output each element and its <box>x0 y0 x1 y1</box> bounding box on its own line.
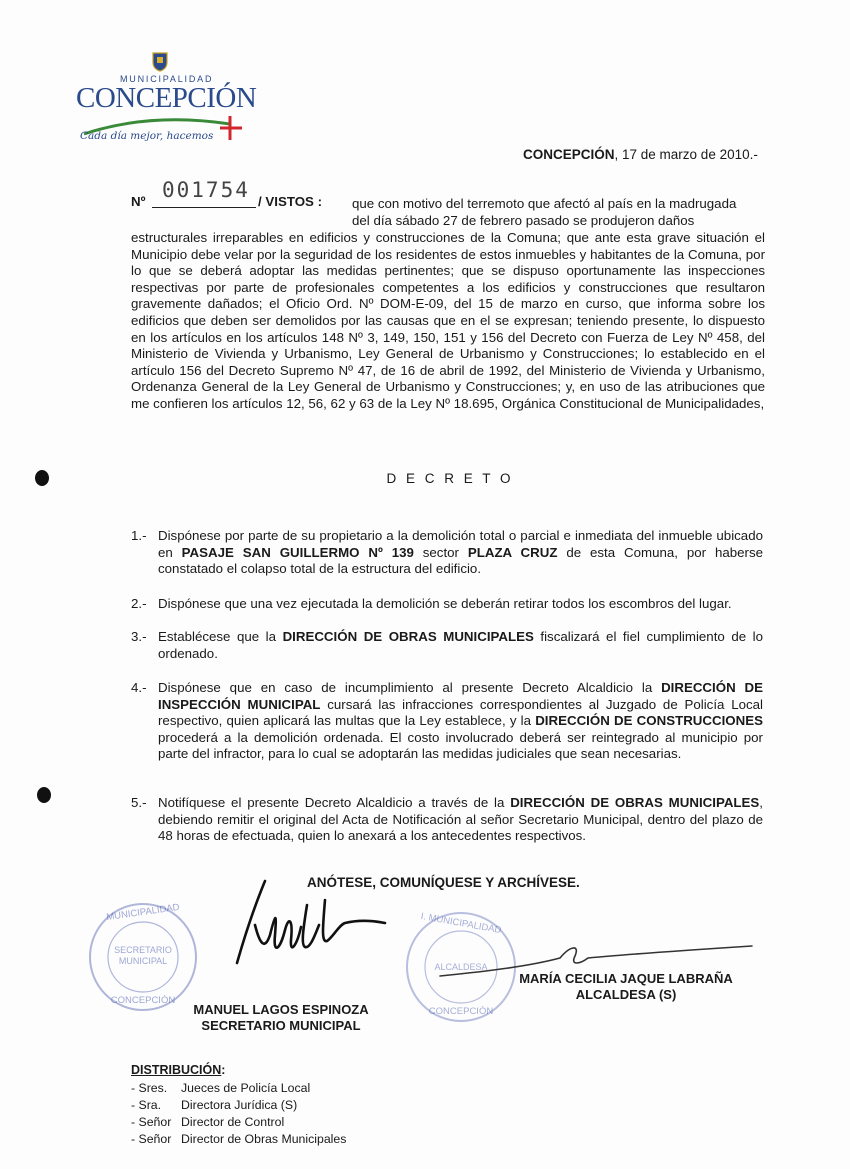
distribution-row: - Señor Director de Obras Municipales <box>131 1132 347 1146</box>
punch-hole-bottom <box>37 787 51 803</box>
item-text: Dispónese por parte de su propietario a la demolición total o parcial e inmediata del inmueble ubicado en PASAJE SAN GUILLERMO Nº 139 sector PLAZA CRUZ de esta Comuna, por haberse constatado el colapso total de la estructura del edificio. <box>158 528 763 577</box>
date-line <box>523 147 758 162</box>
item-number: 4.- <box>131 680 147 695</box>
item-text: Establécese que la DIRECCIÓN DE OBRAS MUNICIPALES fiscalizará el fiel cumplimiento de lo ordenado. <box>158 629 763 661</box>
distribution-heading: DISTRIBUCIÓN: <box>131 1063 226 1077</box>
logo-name: CONCEPCIÓN <box>76 82 257 114</box>
distribution-row: - Sres. Jueces de Policía Local <box>131 1081 311 1095</box>
date-city: CONCEPCIÓN <box>523 147 615 162</box>
decree-number: 001754 <box>162 178 250 202</box>
mayor-title: ALCALDESA (S) <box>575 987 677 1002</box>
number-label: Nº <box>131 194 146 209</box>
stamp-ring-top: MUNICIPALIDAD <box>105 901 181 924</box>
mayor-name: MARÍA CECILIA JAQUE LABRAÑA <box>519 971 733 986</box>
closing-formula: ANÓTESE, COMUNÍQUESE Y ARCHÍVESE. <box>307 875 580 890</box>
item-number: 2.- <box>131 596 147 611</box>
secretary-name: MANUEL LAGOS ESPINOZA <box>193 1002 369 1017</box>
decreto-heading: D E C R E T O <box>386 471 514 486</box>
item-text: Notifíquese el presente Decreto Alcaldicio a través de la DIRECCIÓN DE OBRAS MUNICIPALES, debiendo remitir el original del Acta de Notificación al señor Secretario Municipal, dentro del plazo de 48 horas de efectuada, quien lo anexará a los antecedentes respectivos. <box>158 795 763 844</box>
stamp-ring-top: I. MUNICIPALIDAD <box>419 910 503 937</box>
vistos-line-1: que con motivo del terremoto que afectó al país en la madrugada <box>352 196 737 211</box>
distribution-row: - Sra. Directora Jurídica (S) <box>131 1098 298 1112</box>
municipality-logo <box>74 50 257 150</box>
decree-item-2 <box>131 596 763 613</box>
distribution-row: - Señor Director de Control <box>131 1115 285 1129</box>
item-text: Dispónese que una vez ejecutada la demolición se deberán retirar todos los escombros del lugar. <box>158 596 732 611</box>
stamp-ring-bottom: CONCEPCIÓN <box>110 995 176 1006</box>
item-text: Dispónese que en caso de incumplimiento al presente Decreto Alcaldicio la DIRECCIÓN DE INSPECCIÓN MUNICIPAL cursará las infracciones correspondientes al Juzgado de Policía Local respectivo, quien aplicará las multas que la Ley establece, y la DIRECCIÓN DE CONSTRUCCIONES procederá a la demolición ordenada. El costo involucrado deberá ser reintegrado al municipio por parte del infractor, para lo cual se adoptarán las medidas judiciales que sean necesarias. <box>158 680 764 762</box>
stamp-center: ALCALDESA <box>434 962 488 972</box>
logo-slogan: Cada día mejor, hacemos <box>80 130 214 142</box>
secretary-stamp <box>87 901 199 1013</box>
vistos-line-2: del día sábado 27 de febrero pasado se produjeron daños <box>352 213 695 228</box>
item-number: 1.- <box>131 528 147 543</box>
decree-item-1 <box>131 528 763 578</box>
secretary-title: SECRETARIO MUNICIPAL <box>201 1018 361 1033</box>
logo-top-text: MUNICIPALIDAD <box>120 74 214 84</box>
decree-item-5 <box>131 795 763 845</box>
secretary-signature-icon <box>215 875 395 970</box>
decree-item-3 <box>131 629 763 662</box>
coat-of-arms-icon <box>152 52 168 72</box>
vistos-body: estructurales irreparables en edificios y construcciones de la Comuna; que ante esta grave situación el Municipio debe velar por la seguridad de los residentes de estos inmuebles y habitantes de la Comuna, por lo que se deberá adoptar las medidas pertinentes; que se dispuso oportunamente las inspecciones respectivas por parte de profesionales competentes a los edificios y construcciones que resultaron gravemente dañados; el Oficio Ord. Nº DOM-E-09, del 15 de marzo en curso, que informa sobre los edificios que deben ser demolidos por las causas que en el se expresan; teniendo presente, lo dispuesto en los artículos en los artículos 148 Nº 3, 149, 150, 151 y 156 del Decreto con Fuerza de Ley Nº 458, del Ministerio de Vivienda y Urbanismo, Ley General de Urbanismo y Construcciones; lo establecido en el artículo 156 del Decreto Supremo Nº 47, de 16 de abril de 1992, del Ministerio de Vivienda y Urbanismo, Ordenanza General de la Ley General de Urbanismo y Construcciones; y, en uso de las atribuciones que me confieren los artículos 12, 56, 62 y 63 de la Ley Nº 18.695, Orgánica Constitucional de Municipalidades, <box>131 230 765 411</box>
decree-item-4 <box>131 680 763 763</box>
item-number: 3.- <box>131 629 147 644</box>
date-text: , 17 de marzo de 2010.- <box>614 147 758 162</box>
number-underline <box>152 207 256 208</box>
stamp-ring-bottom: CONCEPCIÓN <box>428 1006 494 1017</box>
stamp-center: SECRETARIO MUNICIPAL <box>114 945 172 966</box>
item-number: 5.- <box>131 795 147 810</box>
vistos-label: / VISTOS : <box>258 194 323 209</box>
